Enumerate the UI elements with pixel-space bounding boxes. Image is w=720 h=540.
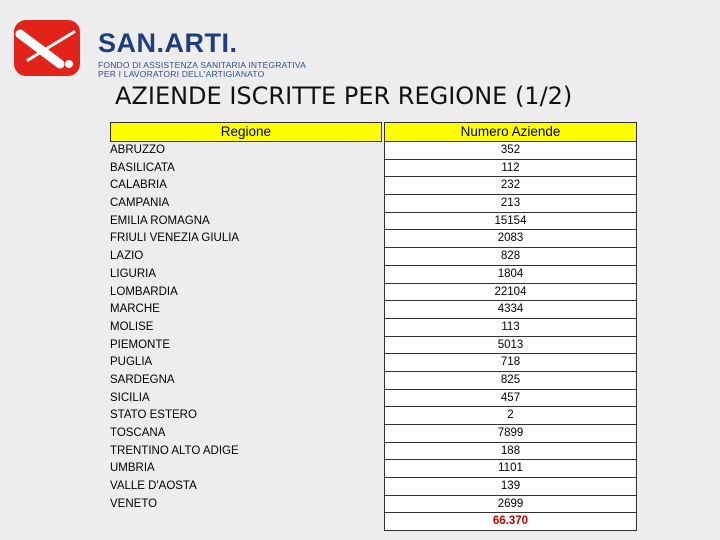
table-row-region: CAMPANIA (110, 197, 170, 210)
table-row-region: PIEMONTE (110, 338, 171, 351)
table-row-region: LIGURIA (110, 267, 157, 280)
table-row-count: 5013 (384, 337, 637, 355)
table-row-count: 22104 (384, 284, 637, 302)
total-count: 66.370 (384, 513, 637, 531)
table-row-count: 15154 (384, 213, 637, 231)
page-title: AZIENDE ISCRITTE PER REGIONE (1/2) (115, 82, 573, 110)
table-row-region: SARDEGNA (110, 373, 175, 386)
table-row-region: LAZIO (110, 250, 144, 263)
table-row-region: VALLE D'AOSTA (110, 480, 197, 493)
table-row-count: 113 (384, 319, 637, 337)
table-row-region: MARCHE (110, 303, 160, 316)
table-row-count: 139 (384, 478, 637, 496)
brand-name: SAN.ARTI. (98, 28, 238, 58)
table-row-count: 352 (384, 142, 637, 160)
table-row-region: TOSCANA (110, 427, 166, 439)
table-row-region: MOLISE (110, 320, 154, 333)
count-column (384, 122, 637, 531)
table-row-count: 188 (384, 443, 637, 461)
table-row-count: 1804 (384, 266, 637, 284)
table-row-region: EMILIA ROMAGNA (110, 214, 210, 227)
table-row-region: FRIULI VENEZIA GIULIA (110, 232, 240, 245)
table-row-region: SICILIA (110, 391, 150, 404)
brand-subtitle-line: PER I LAVORATORI DELL'ARTIGIANATO (98, 69, 265, 79)
table-row-count: 2699 (384, 496, 637, 514)
brand-subtitle (98, 61, 306, 79)
table-row-region: VENETO (110, 497, 158, 510)
table-row-region: ABRUZZO (110, 144, 165, 156)
region-rows (110, 142, 382, 513)
region-column-header: Regione (110, 122, 382, 142)
table-row-count: 2 (384, 407, 637, 425)
table-row-count: 1101 (384, 460, 637, 478)
table-row-count: 457 (384, 390, 637, 408)
table-row-count: 825 (384, 372, 637, 390)
table-row-count: 112 (384, 160, 637, 178)
table-row-count: 7899 (384, 425, 637, 443)
count-rows (384, 142, 637, 513)
table-row-count: 828 (384, 248, 637, 266)
table-row-region: CALABRIA (110, 179, 167, 192)
table-row-count: 2083 (384, 230, 637, 248)
table-row-region: TRENTINO ALTO ADIGE (110, 444, 239, 457)
san-arti-logo-icon (14, 20, 80, 76)
brand-subtitle-line: FONDO DI ASSISTENZA SANITARIA INTEGRATIVA (98, 60, 306, 70)
table-row-region: STATO ESTERO (110, 409, 197, 422)
table-row-count: 232 (384, 177, 637, 195)
san-arti-logo (14, 20, 314, 80)
table-row-count: 718 (384, 354, 637, 372)
count-column-header: Numero Aziende (384, 122, 637, 142)
region-column (110, 122, 382, 513)
table-row-count: 213 (384, 195, 637, 213)
table-row-count: 4334 (384, 301, 637, 319)
table-row-region: UMBRIA (110, 462, 155, 475)
table-row-region: PUGLIA (110, 356, 153, 369)
table-row-region: LOMBARDIA (110, 285, 178, 298)
table-row-region: BASILICATA (110, 161, 175, 174)
